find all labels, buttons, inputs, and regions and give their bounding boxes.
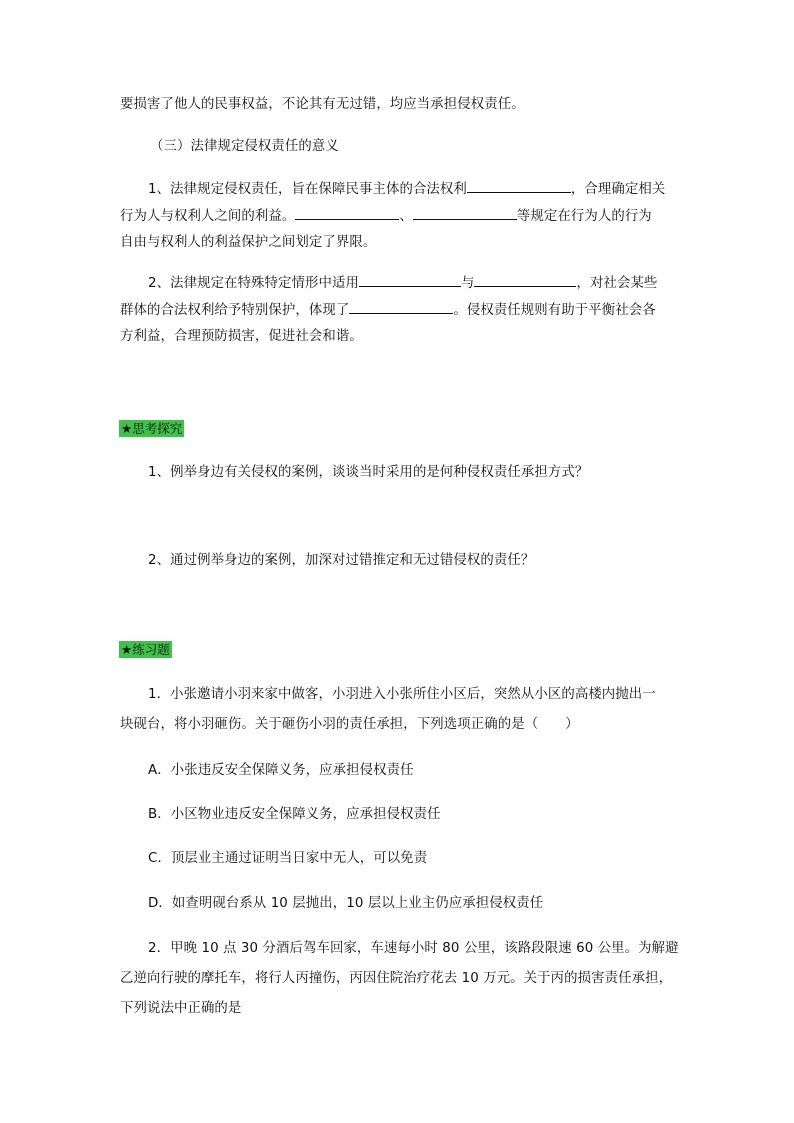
para1-text-d: 等规定在行为人的行为 bbox=[516, 209, 652, 224]
para2-text-c: 群体的合法权利给予特别保护，体现了 bbox=[120, 303, 350, 318]
option-d: D．如查明砚台系从 10 层抛出，10 层以上业主仍应承担侵权责任 bbox=[148, 896, 544, 911]
para2-text-a: 2、法律规定在特殊特定情形中适用 bbox=[148, 276, 359, 291]
para2-text-b: ，对社会某些 bbox=[576, 276, 658, 291]
practice-q2-line3: 下列说法中正确的是 bbox=[120, 1001, 242, 1016]
para2-mid: 与 bbox=[460, 276, 475, 291]
para1-line3: 自由与权利人的利益保护之间划定了界限。 bbox=[120, 235, 377, 250]
para1-line1 bbox=[148, 180, 665, 199]
section-heading: （三）法律规定侵权责任的意义 bbox=[150, 139, 339, 154]
option-a: A．小张违反安全保障义务，应承担侵权责任 bbox=[148, 763, 414, 778]
fill-blank-4 bbox=[359, 274, 461, 287]
thinking-badge: ★思考探究 bbox=[121, 421, 183, 436]
practice-q1-line1: 1．小张邀请小羽来家中做客，小羽进入小张所住小区后，突然从小区的高楼内抛出一 bbox=[148, 687, 656, 702]
para1-text-a: 1、法律规定侵权责任，旨在保障民事主体的合法权利 bbox=[148, 182, 467, 197]
para1-text-b: ，合理确定相关 bbox=[570, 182, 666, 197]
intro-line: 要损害了他人的民事权益，不论其有无过错，均应当承担侵权责任。 bbox=[120, 97, 525, 112]
fill-blank-1 bbox=[467, 180, 571, 193]
practice-badge: ★练习题 bbox=[121, 642, 170, 657]
para2-line3: 方利益，合理预防损害，促进社会和谐。 bbox=[120, 329, 363, 344]
practice-q1-line2: 块砚台，将小羽砸伤。关于砸伤小羽的责任承担，下列选项正确的是（ ） bbox=[120, 717, 579, 732]
option-b: B．小区物业违反安全保障义务，应承担侵权责任 bbox=[148, 807, 441, 822]
fill-blank-2 bbox=[295, 207, 399, 220]
practice-q2-line2: 乙逆向行驶的摩托车，将行人丙撞伤，丙因住院治疗花去 10 万元。关于丙的损害责任承担， bbox=[120, 971, 673, 986]
para1-sep: 、 bbox=[399, 209, 413, 224]
para2-line2 bbox=[120, 301, 656, 320]
fill-blank-3 bbox=[413, 207, 517, 220]
thinking-question-2: 2、通过例举身边的案例，加深对过错推定和无过错侵权的责任？ bbox=[148, 553, 535, 568]
practice-q2-line1: 2．甲晚 10 点 30 分酒后驾车回家，车速每小时 80 公里，该路段限速 60 公里。为解避 bbox=[148, 941, 679, 956]
thinking-question-1: 1、例举身边有关侵权的案例，谈谈当时采用的是何种侵权责任承担方式？ bbox=[148, 465, 589, 480]
fill-blank-5 bbox=[474, 274, 576, 287]
para2-text-d: 。侵权责任规则有助于平衡社会各 bbox=[453, 303, 656, 318]
option-c: C．顶层业主通过证明当日家中无人，可以免责 bbox=[148, 851, 428, 866]
para2-line1 bbox=[148, 274, 657, 293]
fill-blank-6 bbox=[349, 301, 453, 314]
para1-text-c: 行为人与权利人之间的利益。 bbox=[120, 209, 296, 224]
para1-line2 bbox=[120, 207, 652, 226]
